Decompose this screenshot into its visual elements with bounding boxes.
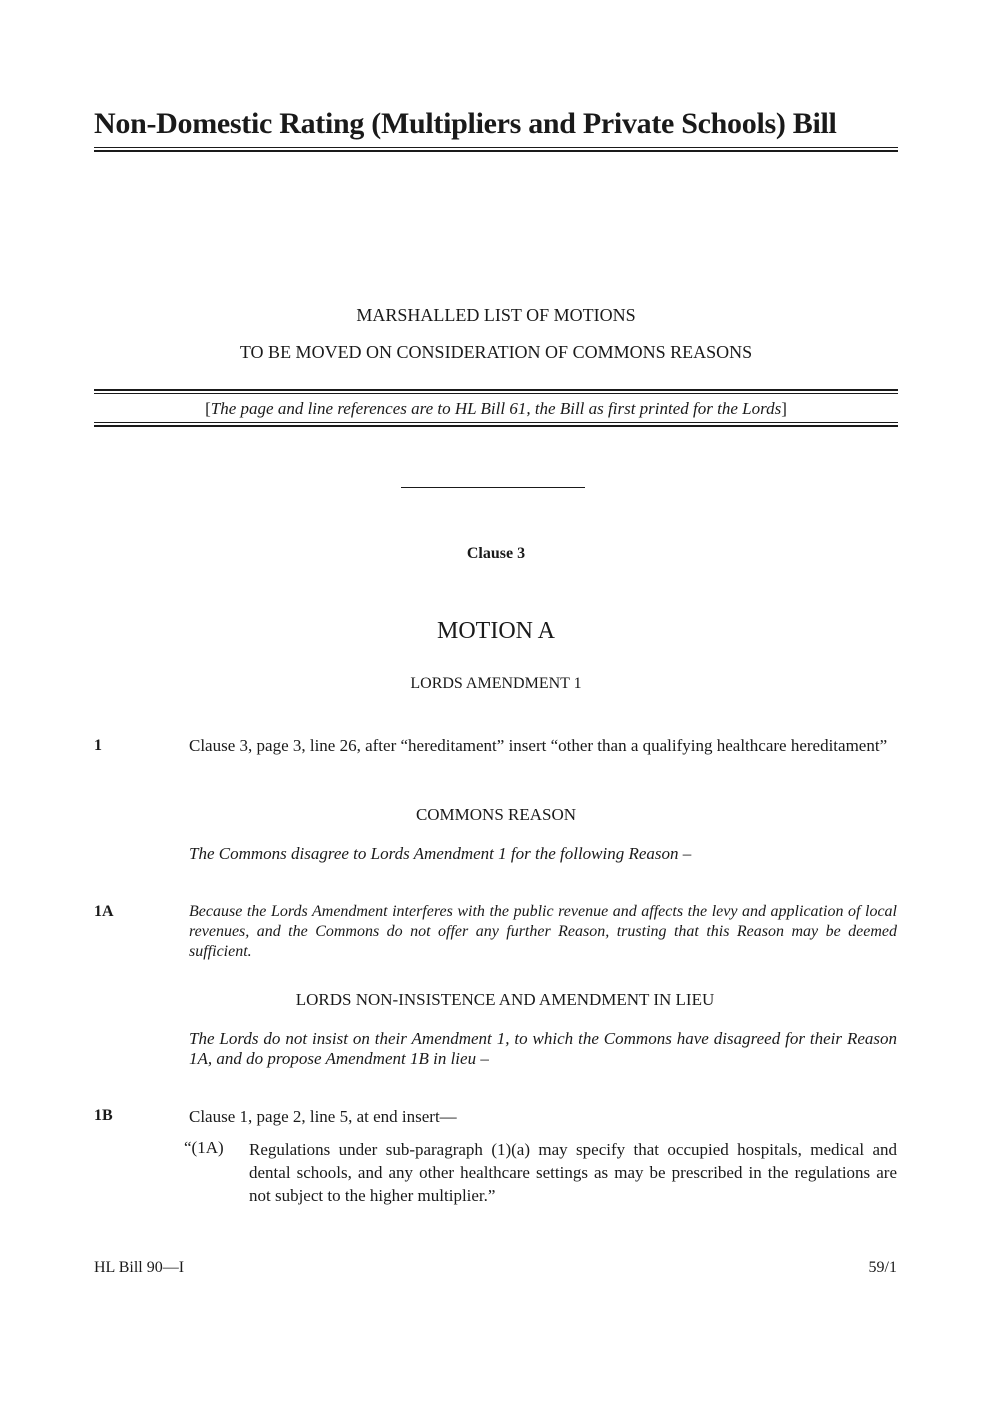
- non-insistence-text: The Lords do not insist on their Amendment 1, to which the Commons have disagreed for their Reason 1A, and do propose Amendment 1B in lieu –: [189, 1029, 897, 1068]
- motion-heading: MOTION A: [437, 618, 555, 644]
- bill-title: Non-Domestic Rating (Multipliers and Private Schools) Bill: [94, 107, 837, 140]
- lords-amendment-heading: LORDS AMENDMENT 1: [410, 675, 582, 692]
- commons-reason-intro: The Commons disagree to Lords Amendment 1 for the following Reason –: [189, 844, 692, 863]
- inserted-subparagraph-label: “(1A): [184, 1138, 224, 1157]
- inserted-subparagraph-text: Regulations under sub-paragraph (1)(a) may specify that occupied hospitals, medical and dental schools, and any other healthcare settings as may be prescribed in the regulations are not subject to the higher multiplier.”: [249, 1140, 897, 1205]
- amendment-text: Clause 3, page 3, line 26, after “hereditament” insert “other than a qualifying healthcare hereditament”: [189, 736, 888, 755]
- footer-bill-number: HL Bill 90—I: [94, 1259, 185, 1276]
- commons-reason-heading: COMMONS REASON: [415, 805, 577, 824]
- reference-note: [94, 399, 898, 419]
- footer-page-ref: 59/1: [868, 1259, 897, 1276]
- title-rule-thick: [94, 150, 898, 152]
- note-rule-top-thick: [94, 389, 898, 391]
- amendment-in-lieu-text: Clause 1, page 2, line 5, at end insert—: [189, 1107, 457, 1126]
- reason-number: 1A: [94, 903, 114, 920]
- reason-text: Because the Lords Amendment interferes with the public revenue and affects the levy and application of local revenues, and the Commons do not offer any further Reason, trusting that this Reason may be deemed sufficient.: [189, 903, 897, 960]
- amendment-number: 1: [94, 737, 102, 754]
- section-divider: [401, 487, 585, 488]
- note-rule-bottom-thin: [94, 422, 898, 423]
- note-rule-bottom-thick: [94, 425, 898, 427]
- reference-note-text: The page and line references are to HL Bill 61, the Bill as first printed for the Lords: [210, 399, 782, 418]
- bracket-close: ]: [781, 399, 787, 418]
- amendment-in-lieu-number: 1B: [94, 1107, 113, 1124]
- subtitle-line-2: TO BE MOVED ON CONSIDERATION OF COMMONS REASONS: [239, 342, 753, 362]
- note-rule-top-thin: [94, 393, 898, 394]
- title-rule-thin: [94, 147, 898, 148]
- bracket-open: [: [205, 399, 211, 418]
- subtitle-line-1: MARSHALLED LIST OF MOTIONS: [356, 305, 636, 325]
- clause-heading: Clause 3: [466, 545, 526, 562]
- non-insistence-heading: LORDS NON-INSISTENCE AND AMENDMENT IN LIEU: [295, 990, 715, 1009]
